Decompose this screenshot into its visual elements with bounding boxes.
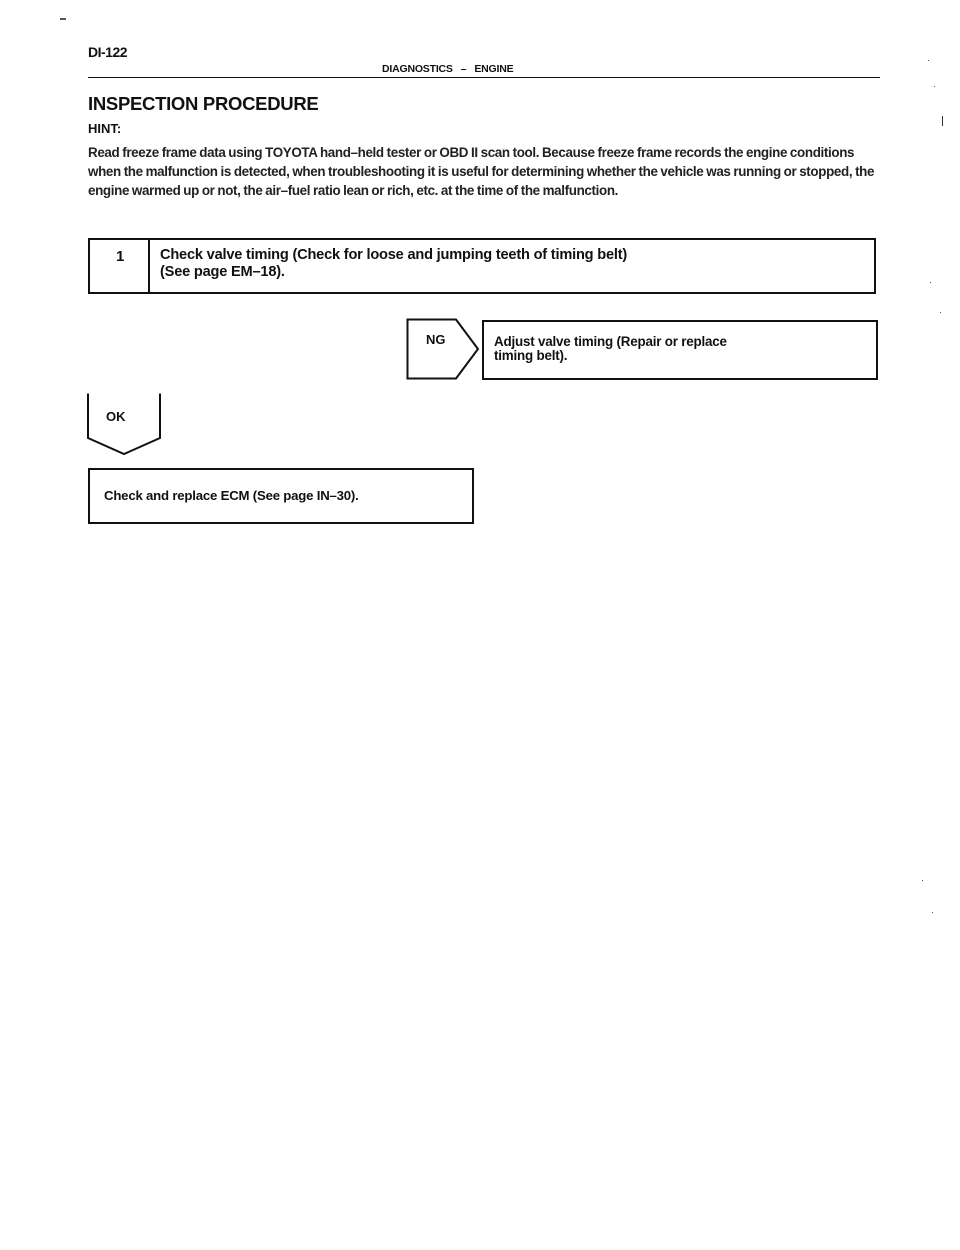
ng-action-text [494, 335, 864, 363]
ng-arrow-icon [406, 318, 480, 380]
step-1-box [88, 238, 876, 294]
section-separator: – [460, 63, 467, 75]
step-1-line-1: Check valve timing (Check for loose and jumping teeth of timing belt) [160, 247, 628, 263]
page-title: INSPECTION PROCEDURE [88, 93, 319, 114]
ng-action-line-1: Adjust valve timing (Repair or replace [494, 334, 727, 349]
section-label [382, 63, 513, 75]
hint-body: Read freeze frame data using TOYOTA hand–held tester or OBD II scan tool. Because freeze frame records the engine conditions when the malfunction is detected, when troubleshooting it is useful for determining whether the vehicle was running or stopped, the engine warmed up or not, the air–fuel ratio lean or rich, etc. at the time of the malfunction. [88, 145, 875, 198]
ng-action-box [482, 320, 878, 380]
scan-speck [60, 18, 66, 20]
ng-action-line-2: timing belt). [494, 348, 568, 363]
scan-speck [928, 60, 929, 61]
ok-label: OK [106, 409, 126, 424]
step-1-text [160, 247, 860, 281]
section-sub: ENGINE [474, 63, 514, 75]
step-number: 1 [116, 248, 125, 265]
scan-speck [934, 86, 935, 87]
scan-speck [922, 880, 923, 881]
ok-arrow-icon [86, 392, 162, 456]
page-number: DI-122 [88, 44, 128, 60]
header-rule [88, 77, 880, 78]
final-step-text: Check and replace ECM (See page IN–30). [104, 488, 359, 503]
step-1-line-2: (See page EM–18). [160, 264, 285, 280]
scan-speck [930, 282, 931, 283]
scan-speck [940, 312, 941, 313]
ng-label: NG [426, 332, 446, 347]
scan-mark [942, 116, 943, 126]
section-main: DIAGNOSTICS [382, 63, 453, 75]
scan-speck [932, 912, 933, 913]
final-step-box [88, 468, 474, 524]
hint-label: HINT: [88, 121, 122, 136]
step-number-cell [90, 240, 150, 292]
